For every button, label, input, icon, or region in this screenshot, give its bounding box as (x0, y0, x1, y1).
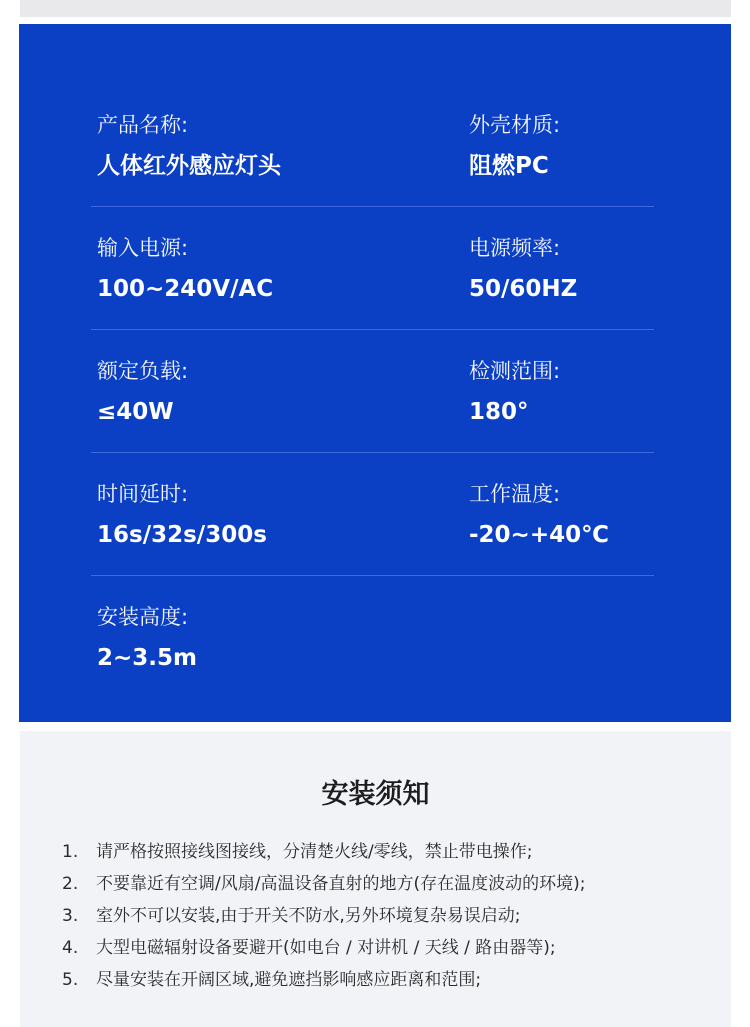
spec-row-2 (97, 235, 657, 355)
note-text: 请严格按照接线图接线，分清楚火线/零线，禁止带电操作; (96, 842, 533, 862)
note-item (62, 836, 585, 868)
spec-value: 2~3.5m (97, 645, 197, 671)
note-item (62, 932, 585, 964)
spec-shell-material (469, 112, 750, 181)
spec-label: 安装高度: (97, 605, 189, 629)
top-gray-strip (20, 0, 731, 17)
note-text: 不要靠近有空调/风扇/高温设备直射的地方(存在温度波动的环境); (96, 874, 586, 894)
note-text: 大型电磁辐射设备要避开(如电台 / 对讲机 / 天线 / 路由器等); (96, 938, 556, 958)
note-number: 1. (62, 842, 79, 862)
note-item (62, 900, 585, 932)
note-number: 3. (62, 906, 79, 926)
note-text: 室外不可以安装,由于开关不防水,另外环境复杂易误启动; (96, 906, 521, 926)
spec-label: 时间延时: (97, 482, 189, 506)
spec-label: 电源频率: (469, 236, 561, 260)
spec-label: 产品名称: (97, 113, 189, 137)
note-number: 5. (62, 970, 79, 990)
installation-notes-panel (20, 731, 731, 1027)
spec-row-4 (97, 481, 657, 601)
spec-power-frequency (469, 235, 750, 304)
spec-input-power (97, 235, 397, 304)
spec-value: ≤40W (97, 399, 174, 425)
spec-row-3 (97, 358, 657, 478)
note-number: 4. (62, 938, 79, 958)
spec-label: 输入电源: (97, 236, 189, 260)
spec-install-height (97, 604, 397, 673)
spec-value: 人体红外感应灯头 (97, 153, 281, 179)
spec-value: 180° (469, 399, 529, 425)
spec-divider (91, 452, 654, 453)
spec-label: 检测范围: (469, 359, 561, 383)
spec-rated-load (97, 358, 397, 427)
spec-value: 16s/32s/300s (97, 522, 267, 548)
spec-value: 100~240V/AC (97, 276, 274, 302)
spec-value: 阻燃PC (469, 153, 549, 179)
spec-label: 工作温度: (469, 482, 561, 506)
note-item (62, 964, 585, 996)
spec-working-temperature (469, 481, 750, 550)
spec-panel (19, 24, 731, 722)
note-number: 2. (62, 874, 79, 894)
spec-product-name (97, 112, 397, 181)
note-text: 尽量安装在开阔区域,避免遮挡影响感应距离和范围; (96, 970, 482, 990)
spec-label: 额定负载: (97, 359, 189, 383)
notes-list (62, 836, 585, 996)
spec-label: 外壳材质: (469, 113, 561, 137)
spec-divider (91, 206, 654, 207)
spec-row-1 (97, 112, 657, 232)
spec-time-delay (97, 481, 397, 550)
spec-row-5 (97, 604, 657, 724)
spec-value: -20~+40℃ (469, 522, 609, 548)
spec-divider (91, 575, 654, 576)
note-item (62, 868, 585, 900)
spec-divider (91, 329, 654, 330)
spec-value: 50/60HZ (469, 276, 578, 302)
notes-title: 安装须知 (321, 779, 430, 810)
spec-detection-range (469, 358, 750, 427)
